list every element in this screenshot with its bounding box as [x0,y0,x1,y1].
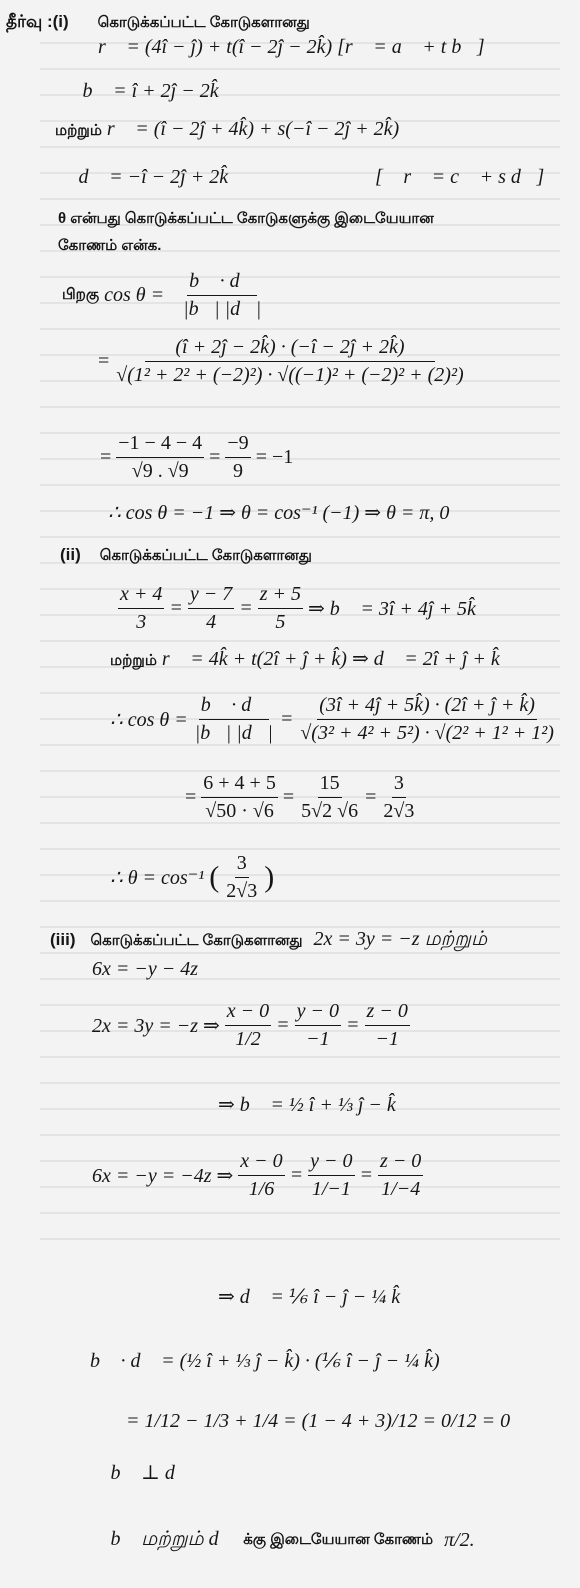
equation-r2-line [55,118,399,141]
solution-label: தீர்வு :(i) [6,12,69,31]
part-3-label: (iii) [50,930,76,949]
part-2-cos: ∴ cos θ = $\frac{b⃗ \cdot d⃗}{|b⃗| |d⃗|}$ = $\frac{(3î + 4ĵ + 5k̂) \cdot (2î + ĵ + k̂)}{\text{√(3² + 4² + 5²) · √(2² + 1² + 1²)}}$ [110,694,554,744]
part-3-b-vector: ⇒ b⃗ = ½ î + ⅓ ĵ − k̂ [218,1094,396,1116]
part-3-dot-product: b⃗ · d⃗ = (½ î + ⅓ ĵ − k̂) · (⅙ î − ĵ − ¼ k̂) [90,1350,440,1372]
part-3-first-line: 2x = 3y = −z ⇒ $\frac{x - 0}{1/2}$ = $\frac{y - 0}{-1}$ = $\frac{z - 0}{-1}$ [92,1000,408,1050]
theta-definition-2: கோணம் என்க. [58,237,162,254]
part-3-given-2: 6x = −y − 4z [92,958,199,980]
part-3-d-vector: ⇒ d⃗ = ⅙ î − ĵ − ¼ k̂ [218,1286,401,1308]
part-3-sum: = 1/12 − 1/3 + 1/4 = (1 − 4 + 3)/12 = 0/12 = 0 [126,1410,511,1432]
part-3-perpendicular: ∴ b⃗ ⊥ d⃗ [90,1462,191,1484]
cos-lhs: cos θ = [104,284,165,306]
equation-d-vector: ∴ d⃗ = −î − 2ĵ + 2k̂ [58,166,229,188]
part-3-conclusion: ∴ b⃗ மற்றும் d⃗ க்கு இடையேயான கோணம் π/2. [90,1528,475,1551]
theta-definition-1: θ என்பது கொடுக்கப்பட்ட கோடுகளுக்கு இடையேயான [58,210,434,227]
equation-b-vector: ∴ b⃗ = î + 2ĵ − 2k̂ [62,80,219,102]
part-2-simplify: = $\frac{6 + 4 + 5}{√50 \cdot √6}$ = $\frac{15}{5√2 √6}$ = $\frac{3}{2√3}$ [185,772,415,822]
then-text: பிறகு [62,286,100,303]
solution-header [6,10,310,34]
equation-r2: r⃗ = (î − 2ĵ + 4k̂) + s(−î − 2ĵ + 2k̂) [106,118,400,140]
part-2-vector-line: மற்றும் r⃗ = 4k̂ + t(2î + ĵ + k̂) ⇒ d⃗ = 2î + ĵ + k̂ [110,648,500,670]
part-2-theta: ∴ θ = cos⁻¹ ( $\frac{3}{2√3}$ ) [110,852,275,902]
given-lines-text: கொடுக்கப்பட்ட கோடுகளானது [97,14,310,31]
part-2-header: (ii) கொடுக்கப்பட்ட கோடுகளானது [60,545,312,564]
cos-fraction: $\frac{b⃗ \cdot d⃗}{|b⃗| |d⃗|}$ [183,270,262,320]
cos-formula [62,270,263,321]
equation-hint: [∵ r⃗ = c⃗ + s d⃗] [375,166,545,188]
part-2-symmetric: $\frac{x + 4}{3}$ = $\frac{y - 7}{4}$ = $\frac{z + 5}{5}$ ⇒ b⃗ = 3î + 4ĵ + 5k̂ [120,583,476,633]
equation-r1: r⃗ = (4î − ĵ) + t(î − 2ĵ − 2k̂) [r⃗ = a⃗ + t b⃗] [98,36,485,58]
and-text: மற்றும் [55,122,102,139]
cos-substitution: = $\frac{(î + 2ĵ - 2k̂) \cdot (-î - 2ĵ + 2k̂)}{\text{√(1² + 2² + (−2)²) · √((−1)² + (−2)² + (2)²)}}$ [98,336,464,386]
cos-simplify: = $\frac{-1 - 4 - 4}{√9 . √9}$ = $\frac{-9}{9}$ = −1 [100,432,294,482]
part-3-second-line: 6x = −y = −4z ⇒ $\frac{x - 0}{1/6}$ = $\frac{y - 0}{1/-1}$ = $\frac{z - 0}{1/-4}$ [92,1150,422,1200]
part-3-header: (iii) கொடுக்கப்பட்ட கோடுகளானது 2x = 3y = −z மற்றும் [50,928,488,950]
theta-result-1: ∴ cos θ = −1 ⇒ θ = cos⁻¹ (−1) ⇒ θ = π, 0 [108,502,450,524]
substitution-fraction: $\frac{(î + 2ĵ - 2k̂) \cdot (-î - 2ĵ + 2k̂)}{\text{√(1² + 2² + (−2)²) · √((−1)² + (−2)² + (2)²)}}$ [116,336,464,386]
part-2-label: (ii) [60,545,81,564]
